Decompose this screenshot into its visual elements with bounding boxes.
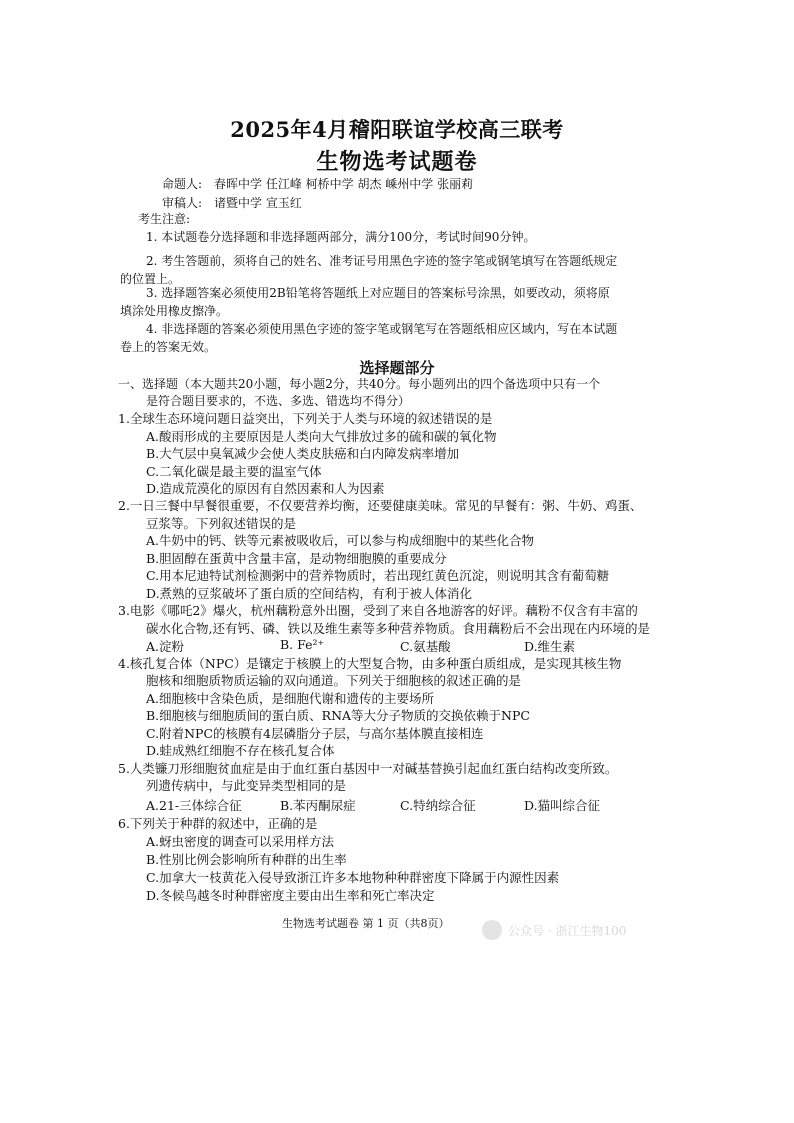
reviewers-label: 审稿人:	[162, 196, 203, 210]
question-stem: 1.全球生态环境问题日益突出，下列关于人类与环境的叙述错误的是	[118, 411, 493, 426]
wechat-logo-icon	[482, 920, 502, 940]
question-option: A.21-三体综合征	[146, 798, 242, 813]
question-option: D.猫叫综合征	[524, 798, 601, 813]
question-option: D.蛙成熟红细胞不存在核孔复合体	[146, 743, 335, 758]
question-option: B.苯丙酮尿症	[280, 798, 356, 813]
question-option: C.特纳综合征	[400, 798, 476, 813]
question-option: B.大气层中臭氧减少会使人类皮肤癌和白内障发病率增加	[146, 446, 460, 461]
question-option: B.性别比例会影响所有种群的出生率	[146, 852, 347, 867]
reviewers: 诸暨中学 宣玉红	[214, 196, 302, 210]
question-option: C.用本尼迪特试剂检测粥中的营养物质时，若出现红黄色沉淀，则说明其含有葡萄糖	[146, 568, 610, 583]
question-option: A.淀粉	[146, 639, 185, 654]
question-stem: 豆浆等。下列叙述错误的是	[146, 516, 297, 531]
question-option: A.牛奶中的钙、铁等元素被吸收后，可以参与构成细胞中的某些化合物	[146, 533, 535, 548]
notice-heading: 考生注意:	[138, 212, 191, 226]
question-option: A.蚜虫密度的调查可以采用样方法	[146, 834, 335, 849]
question-stem: 4.核孔复合体（NPC）是镶定于核膜上的大型复合物，由多种蛋白质组成，是实现其核生物	[118, 656, 622, 671]
question-option: A.细胞核中含染色质，是细胞代谢和遗传的主要场所	[146, 691, 435, 706]
notice-item: 填涂处用橡皮擦净。	[120, 304, 229, 318]
question-stem: 碳水化合物,还有钙、磷、铁以及维生素等多种营养物质。食用藕粉后不会出现在内环境的是	[146, 621, 650, 636]
section-title: 选择题部分	[359, 359, 435, 377]
question-option: D.冬候鸟越冬时种群密度主要由出生率和死亡率决定	[146, 888, 435, 903]
notice-item: 1. 本试题卷分选择题和非选择题两部分，满分100分，考试时间90分钟。	[146, 230, 536, 244]
question-option: D.煮熟的豆浆破坏了蛋白质的空间结构，有利于被人体消化	[146, 586, 473, 601]
question-option: C.附着NPC的核膜有4层磷脂分子层，与高尔基体膜直接相连	[146, 726, 484, 741]
exam-title: 2025年4月稽阳联谊学校高三联考	[230, 117, 564, 142]
question-option: B. Fe²⁺	[280, 637, 325, 652]
page-footer: 生物选考试题卷 第 1 页（共8页）	[282, 917, 450, 930]
notice-item: 4. 非选择题的答案必须使用黑色字迹的签字笔或钢笔写在答题纸相应区域内，写在本试题	[146, 322, 618, 336]
notice-item: 2. 考生答题前，须将自己的姓名、准考证号用黑色字迹的签字笔或钢笔填写在答题纸规定	[146, 254, 618, 268]
question-option: C.氨基酸	[400, 639, 451, 654]
notice-item: 卷上的答案无效。	[120, 340, 217, 354]
question-option: C.加拿大一枝黄花入侵导致浙江许多本地物种种群密度下降属于内源性因素	[146, 870, 560, 885]
notice-item: 的位置上。	[120, 272, 181, 286]
watermark: 公众号 · 浙江生物100	[508, 924, 627, 938]
question-stem: 胞核和细胞质物质运输的双向通道。下列关于细胞核的叙述正确的是	[146, 673, 522, 688]
authors-label: 命题人:	[162, 177, 203, 191]
question-option: C.二氧化碳是最主要的温室气体	[146, 464, 322, 479]
exam-subtitle: 生物选考试题卷	[316, 149, 478, 175]
part-intro: 一、选择题（本大题共20小题，每小题2分，共40分。每小题列出的四个备选项中只有一个	[118, 377, 601, 391]
question-option: A.酸雨形成的主要原因是人类向大气排放过多的硫和碳的氧化物	[146, 429, 497, 444]
question-stem: 2.一日三餐中早餐很重要，不仅要营养均衡，还要健康美味。常见的早餐有：粥、牛奶、鸡蛋、	[118, 498, 643, 513]
question-option: B.细胞核与细胞质间的蛋白质、RNA等大分子物质的交换依赖于NPC	[146, 708, 530, 723]
authors: 春晖中学 任江峰 柯桥中学 胡杰 嵊州中学 张丽莉	[214, 177, 474, 191]
notice-item: 3. 选择题答案必须使用2B铅笔将答题纸上对应题目的答案标号涂黑，如要改动，须将原	[146, 286, 610, 300]
question-option: B.胆固醇在蛋黄中含量丰富，是动物细胞膜的重要成分	[146, 551, 447, 566]
question-stem: 6.下列关于种群的叙述中，正确的是	[118, 816, 318, 831]
part-intro: 是符合题目要求的，不选、多选、错选均不得分）	[146, 394, 411, 408]
question-stem: 列遗传病中，与此变异类型相同的是	[146, 778, 347, 793]
question-option: D.造成荒漠化的原因有自然因素和人为因素	[146, 481, 385, 496]
question-stem: 3.电影《哪吒2》爆火，杭州藕粉意外出圈，受到了来自各地游客的好评。藕粉不仅含有丰富的	[118, 603, 638, 618]
question-stem: 5.人类镰刀形细胞贫血症是由于血红蛋白基因中一对碱基替换引起血红蛋白结构改变所致。	[118, 761, 618, 776]
question-option: D.维生素	[524, 639, 576, 654]
